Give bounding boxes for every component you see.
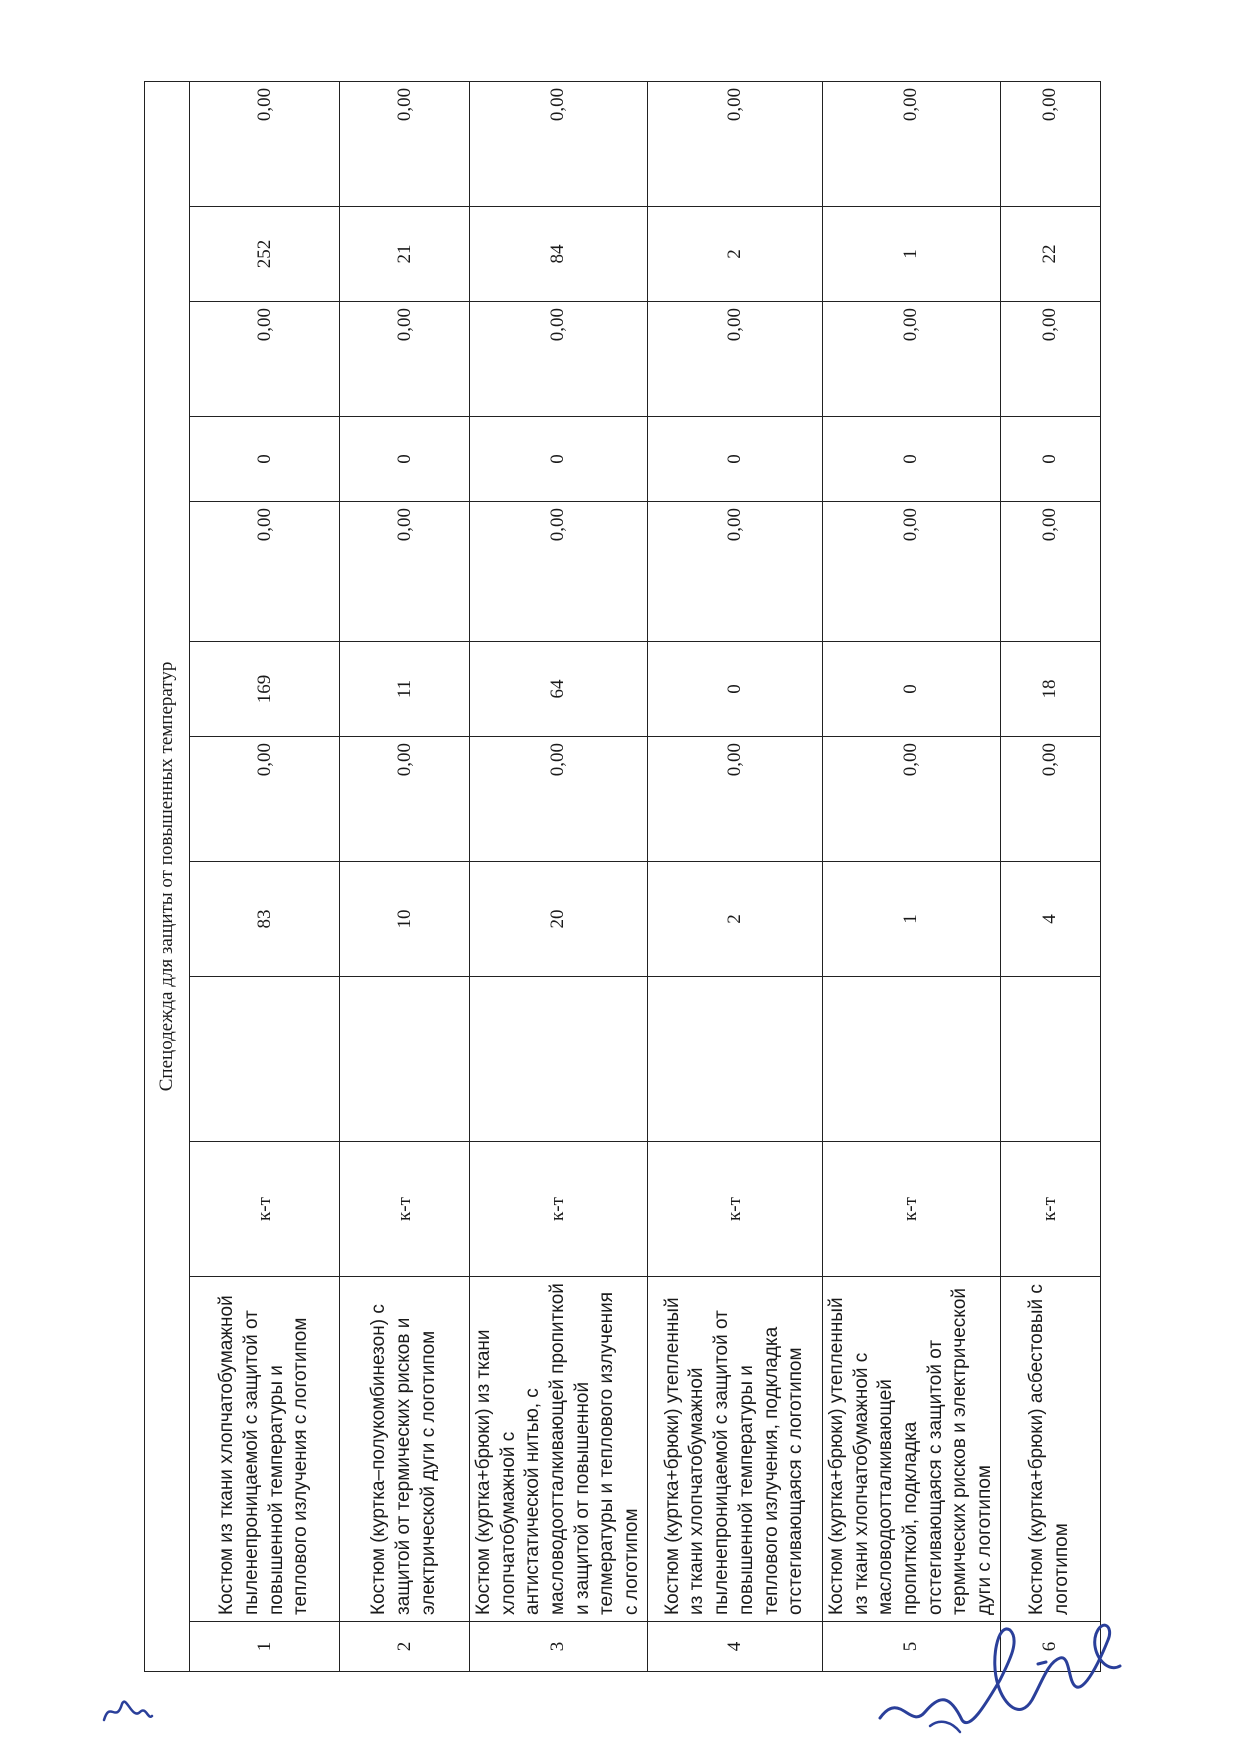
unit-of-measure: к-т (822, 1142, 1000, 1277)
unit-of-measure: к-т (340, 1142, 470, 1277)
total-amount: 0,00 (1000, 81, 1100, 206)
quantity-2: 64 (470, 642, 648, 737)
quantity-2: 11 (340, 642, 470, 737)
row-number: 1 (190, 1622, 340, 1672)
total-amount: 0,00 (470, 81, 648, 206)
quantity-1: 4 (1000, 862, 1100, 977)
total-quantity: 84 (470, 207, 648, 302)
total-quantity: 252 (190, 207, 340, 302)
amount-1: 0,00 (647, 737, 822, 862)
quantity-3: 0 (1000, 417, 1100, 502)
total-quantity: 1 (822, 207, 1000, 302)
row-number: 4 (647, 1622, 822, 1672)
amount-2: 0,00 (190, 502, 340, 642)
amount-1: 0,00 (470, 737, 648, 862)
quantity-3: 0 (647, 417, 822, 502)
unit-of-measure: к-т (1000, 1142, 1100, 1277)
quantity-1: 83 (190, 862, 340, 977)
amount-2: 0,00 (822, 502, 1000, 642)
empty-cell (822, 977, 1000, 1142)
total-quantity: 21 (340, 207, 470, 302)
quantity-1: 10 (340, 862, 470, 977)
total-amount: 0,00 (822, 81, 1000, 206)
total-quantity: 2 (647, 207, 822, 302)
item-name: Костюм (куртка–полукомбинезон) с защитой от термических рисков и электрической дуги с логотипом (340, 1277, 470, 1622)
quantity-3: 0 (340, 417, 470, 502)
handwritten-initials (96, 1690, 156, 1730)
item-name: Костюм (куртка+брюки) из ткани хлопчатобумажной с антистатической нитью, с масловодоотталкивающей пропиткой и защитой от повышенной телмературы и теплового излучения с логотипом (470, 1277, 648, 1622)
table-body (190, 81, 1101, 1671)
amount-3: 0,00 (190, 302, 340, 417)
row-number: 2 (340, 1622, 470, 1672)
table-row (340, 81, 470, 1671)
quantity-3: 0 (190, 417, 340, 502)
quantity-3: 0 (470, 417, 648, 502)
empty-cell (470, 977, 648, 1142)
unit-of-measure: к-т (647, 1142, 822, 1277)
table-row (822, 81, 1000, 1671)
empty-cell (190, 977, 340, 1142)
amount-3: 0,00 (1000, 302, 1100, 417)
quantity-1: 20 (470, 862, 648, 977)
quantity-3: 0 (822, 417, 1000, 502)
empty-cell (1000, 977, 1100, 1142)
empty-cell (340, 977, 470, 1142)
quantity-1: 1 (822, 862, 1000, 977)
quantity-2: 18 (1000, 642, 1100, 737)
amount-2: 0,00 (340, 502, 470, 642)
specification-table (144, 81, 1101, 1672)
table-row (647, 81, 822, 1671)
total-quantity: 22 (1000, 207, 1100, 302)
table-row (470, 81, 648, 1671)
quantity-2: 0 (647, 642, 822, 737)
table-row (1000, 81, 1100, 1671)
amount-3: 0,00 (822, 302, 1000, 417)
quantity-2: 0 (822, 642, 1000, 737)
amount-1: 0,00 (340, 737, 470, 862)
total-amount: 0,00 (190, 81, 340, 206)
handwritten-signature (870, 1600, 1130, 1740)
unit-of-measure: к-т (470, 1142, 648, 1277)
item-name: Костюм из ткани хлопчатобумажной пыленепроницаемой с защитой от повышенной температуры и теплового излучения с логотипом (190, 1277, 340, 1622)
total-amount: 0,00 (647, 81, 822, 206)
quantity-2: 169 (190, 642, 340, 737)
unit-of-measure: к-т (190, 1142, 340, 1277)
amount-1: 0,00 (822, 737, 1000, 862)
total-amount: 0,00 (340, 81, 470, 206)
rotated-page (144, 82, 1104, 1672)
amount-3: 0,00 (470, 302, 648, 417)
row-number: 5 (822, 1622, 1000, 1672)
amount-2: 0,00 (470, 502, 648, 642)
empty-cell (647, 977, 822, 1142)
amount-1: 0,00 (190, 737, 340, 862)
amount-1: 0,00 (1000, 737, 1100, 862)
item-name: Костюм (куртка+брюки) утепленный из ткани хлопчатобумажной с масловодоотталкивающей пропиткой, подкладка отстегивающаяся с защитой от термических рисков и электрической дуги с логотипом (822, 1277, 1000, 1622)
item-name: Костюм (куртка+брюки) утепленный из ткани хлопчатобумажной пыленепроницаемой с защитой от повышенной температуры и теплового излучения, подкладка отстегивающаяся с логотипом (647, 1277, 822, 1622)
quantity-1: 2 (647, 862, 822, 977)
item-name: Костюм (куртка+брюки) асбестовый с логотипом (1000, 1277, 1100, 1622)
amount-2: 0,00 (1000, 502, 1100, 642)
section-title: Спецодежда для защиты от повышенных температур (145, 81, 190, 1671)
table-row (190, 81, 340, 1671)
row-number: 6 (1000, 1622, 1100, 1672)
amount-3: 0,00 (647, 302, 822, 417)
amount-2: 0,00 (647, 502, 822, 642)
amount-3: 0,00 (340, 302, 470, 417)
row-number: 3 (470, 1622, 648, 1672)
